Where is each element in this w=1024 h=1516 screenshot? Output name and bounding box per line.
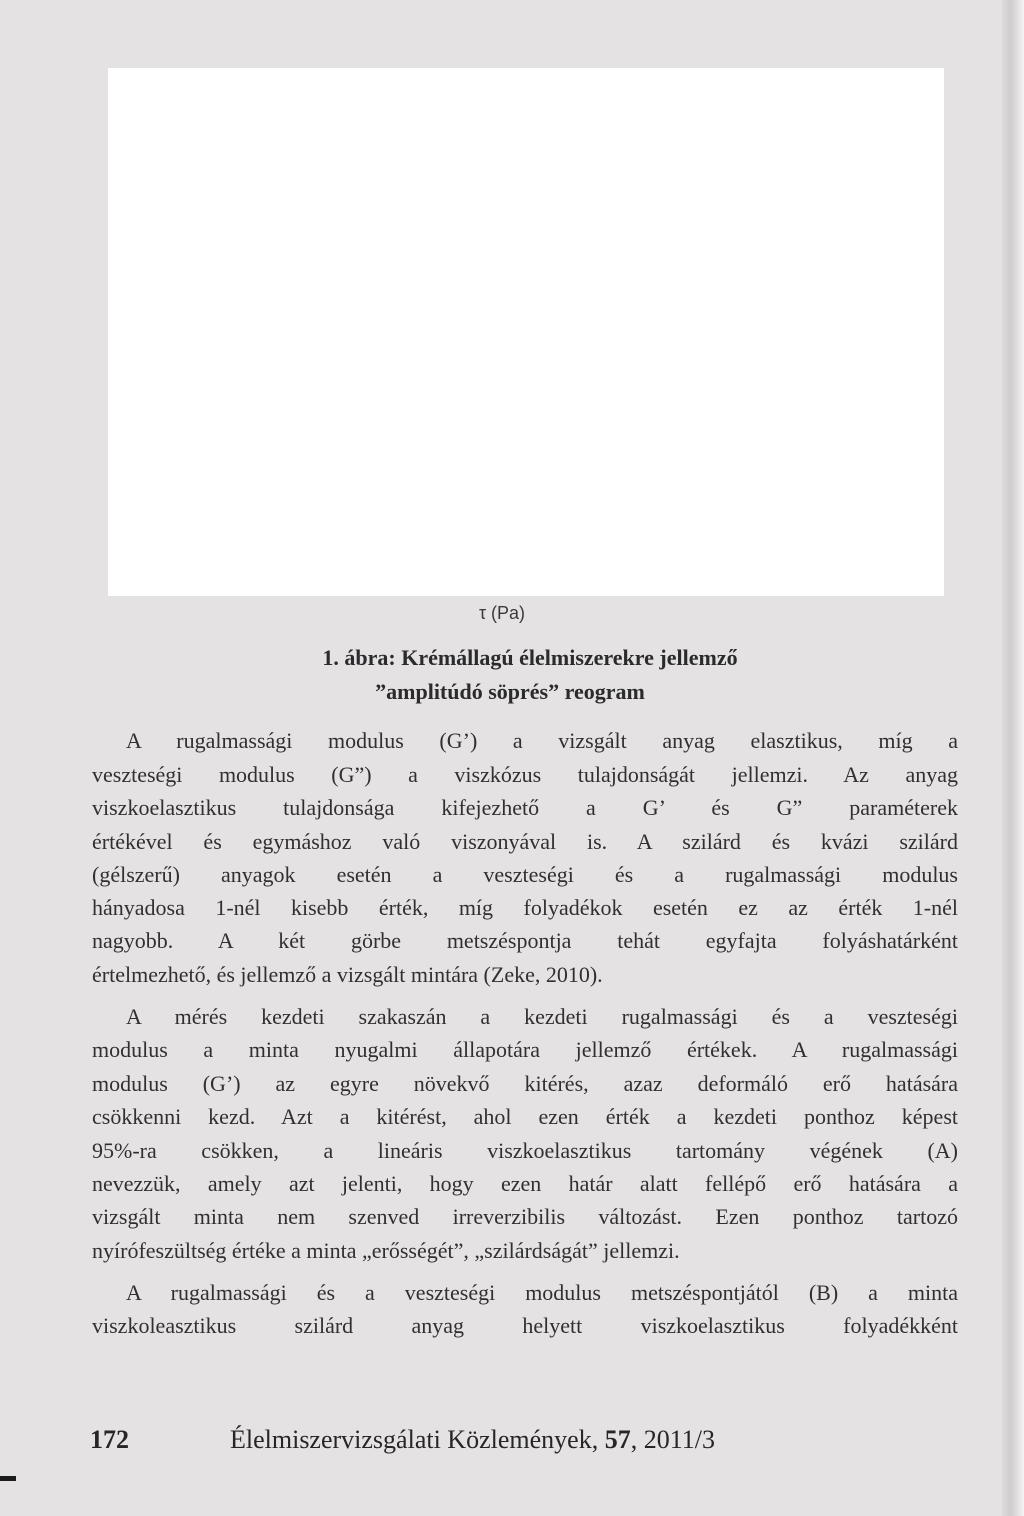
text-line: vizsgált minta nem szenved irreverzibilis változást. Ezen ponthoz tartozó [92, 1204, 958, 1229]
text-line: modulus (G’) az egyre növekvő kitérés, azaz deformáló erő hatására [92, 1071, 958, 1096]
text-line: veszteségi modulus (G”) a viszkózus tulajdonságát jellemzi. Az anyag [92, 762, 958, 787]
journal-name: Élelmiszervizsgálati Közlemények, [230, 1425, 599, 1454]
figure-caption-line-1: 1. ábra: Krémállagú élelmiszerekre jellemző [322, 645, 738, 670]
figure-caption-line-2: ”amplitúdó söprés” reogram [375, 679, 645, 704]
text-line: (gélszerű) anyagok esetén a veszteségi és a rugalmassági modulus [92, 862, 958, 887]
text-line: A rugalmassági és a veszteségi modulus metszéspontjától (B) a minta [126, 1280, 958, 1305]
page-number: 172 [90, 1425, 129, 1454]
text-line: nevezzük, amely azt jelenti, hogy ezen határ alatt fellépő erő hatására a [92, 1171, 958, 1196]
axis-label-text: τ (Pa) [478, 603, 526, 623]
text-line: értékével és egymáshoz való viszonyával is. A szilárd és kvázi szilárd [92, 829, 958, 854]
figure-axis-label [0, 603, 1024, 624]
text-line: A rugalmassági modulus (G’) a vizsgált anyag elasztikus, míg a [126, 728, 958, 753]
text-line: hányadosa 1-nél kisebb érték, míg folyadékok esetén ez az érték 1-nél [92, 895, 958, 920]
page-edge-shadow [1002, 0, 1024, 1516]
text-line: viszkoleasztikus szilárd anyag helyett viszkoelasztikus folyadékként [92, 1313, 958, 1338]
text-line: nyírófeszültség értéke a minta „erősségét”, „szilárdságát” jellemzi. [92, 1238, 680, 1263]
scan-mark [0, 1476, 16, 1481]
text-line: csökkenni kezd. Azt a kitérést, ahol ezen érték a kezdeti ponthoz képest [92, 1104, 958, 1129]
text-line: 95%-ra csökken, a lineáris viszkoelasztikus tartomány végének (A) [92, 1138, 958, 1163]
journal-issue: , 2011/3 [630, 1425, 715, 1454]
figure-area [108, 68, 944, 596]
text-line: A mérés kezdeti szakaszán a kezdeti rugalmassági és a veszteségi [126, 1004, 958, 1029]
text-line: értelmezhető, és jellemző a vizsgált mintára (Zeke, 2010). [92, 962, 603, 987]
journal-citation [230, 1424, 715, 1456]
text-line: viszkoelasztikus tulajdonsága kifejezhető a G’ és G” paraméterek [92, 795, 958, 820]
text-line: nagyobb. A két görbe metszéspontja tehát egyfajta folyáshatárként [92, 928, 958, 953]
journal-volume: 57 [604, 1425, 631, 1454]
text-line: modulus a minta nyugalmi állapotára jellemző értékek. A rugalmassági [92, 1037, 958, 1062]
